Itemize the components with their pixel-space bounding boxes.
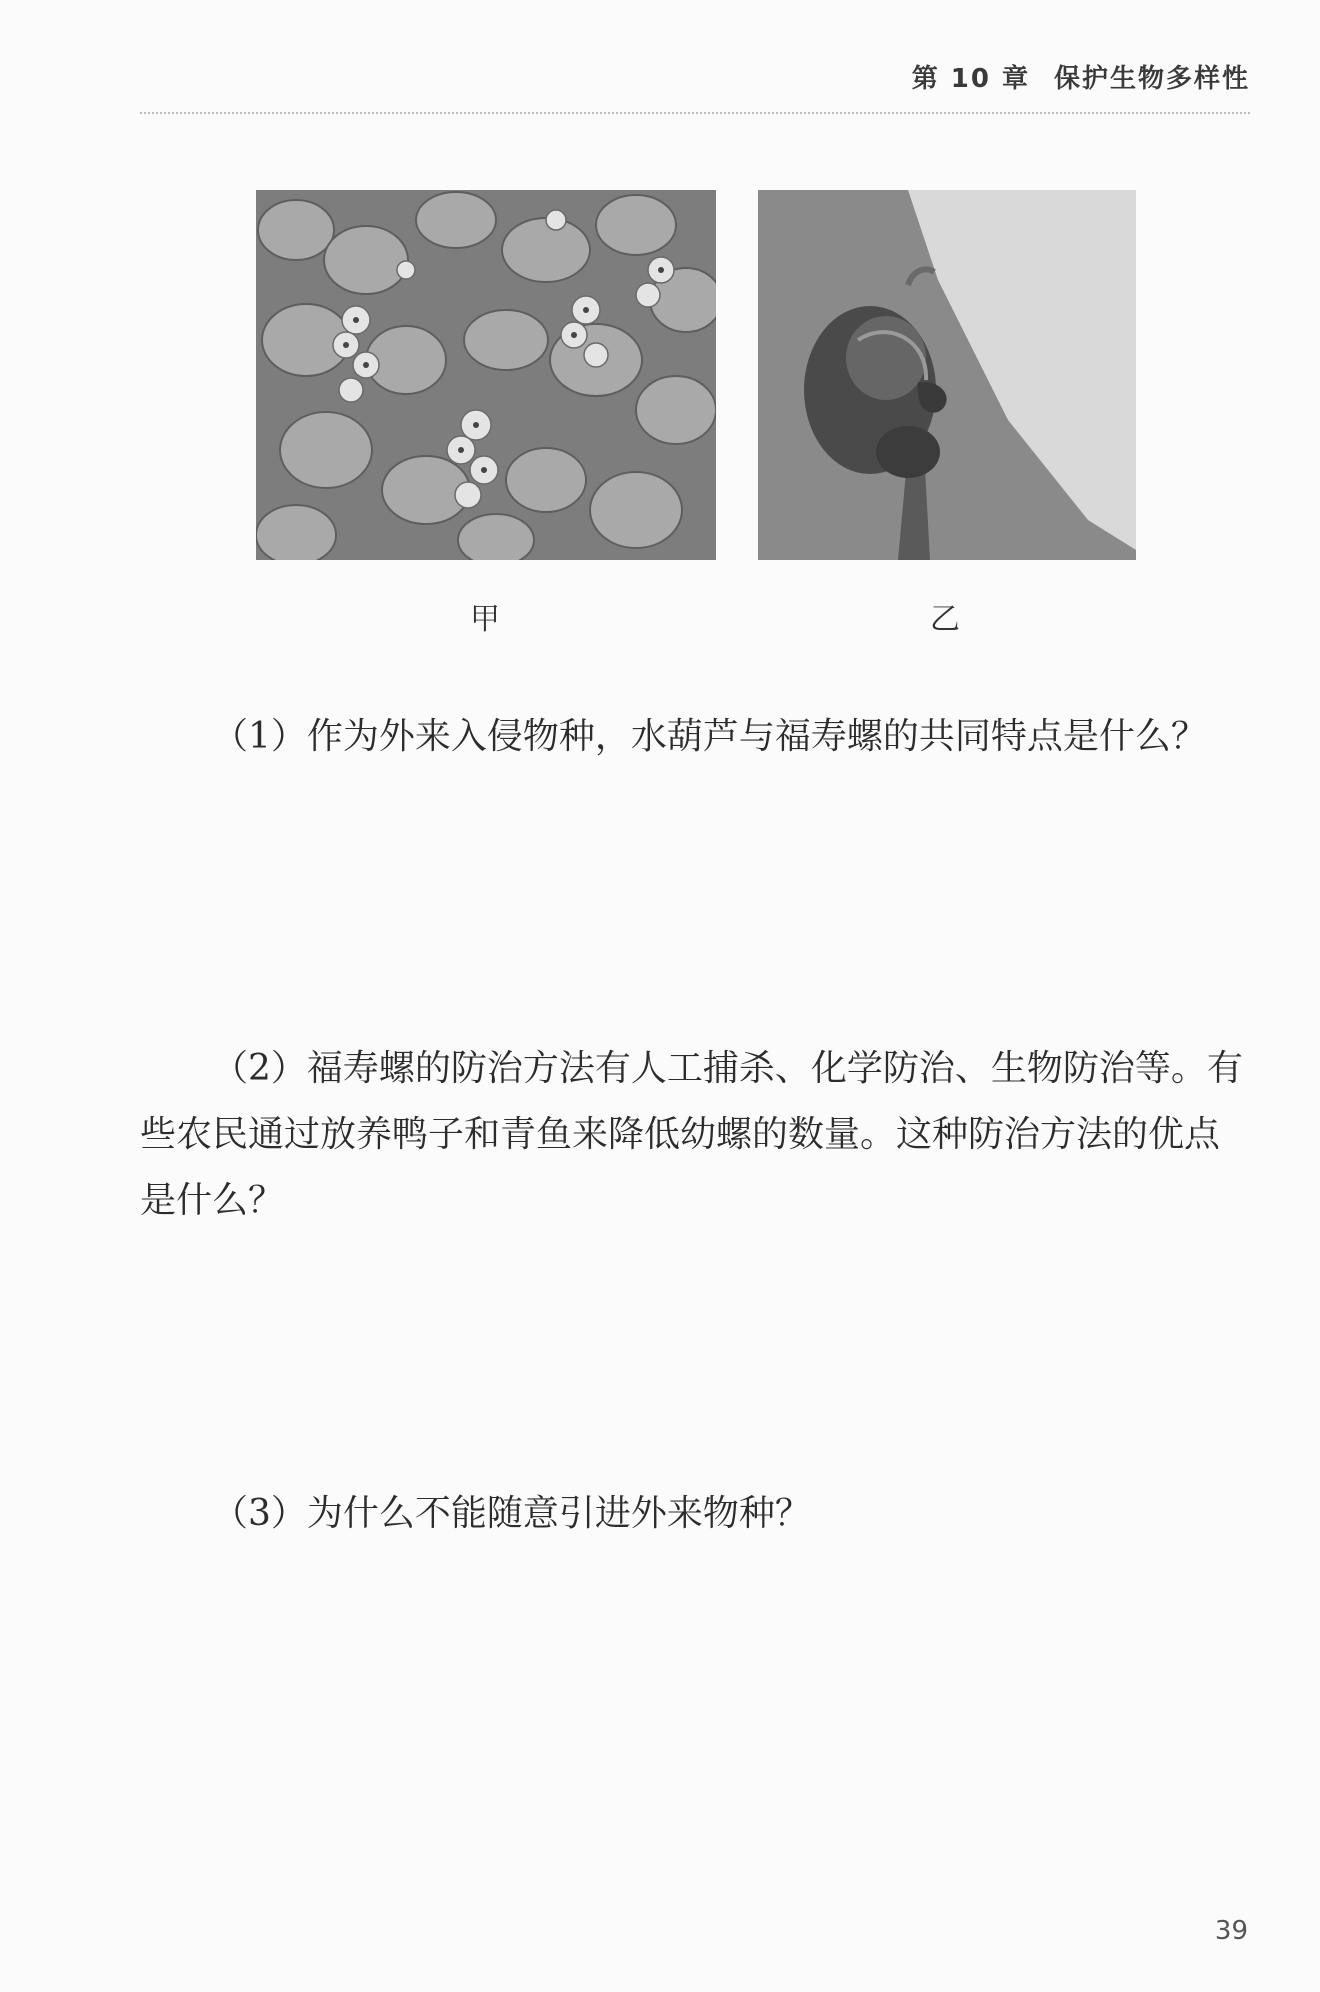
question-2: （2）福寿螺的防治方法有人工捕杀、化学防治、生物防治等。有些农民通过放养鸭子和青鱼来降低幼螺的数量。这种防治方法的优点是什么？: [140, 1048, 1243, 1221]
water-hyacinth-photo: [256, 190, 716, 560]
figure-caption-jia: 甲: [470, 602, 500, 637]
question-3: （3）为什么不能随意引进外来物种？: [212, 1493, 811, 1534]
figure-caption-yi: 乙: [930, 602, 960, 637]
apple-snail-photo: [758, 190, 1136, 560]
header-divider: [140, 112, 1250, 114]
page-number: 39: [1214, 1916, 1248, 1946]
question-1: （1）作为外来入侵物种，水葫芦与福寿螺的共同特点是什么？: [212, 716, 1207, 757]
chapter-label: 第 10 章: [911, 64, 1030, 94]
chapter-title: 保护生物多样性: [1053, 64, 1250, 94]
running-head: [912, 58, 1250, 95]
